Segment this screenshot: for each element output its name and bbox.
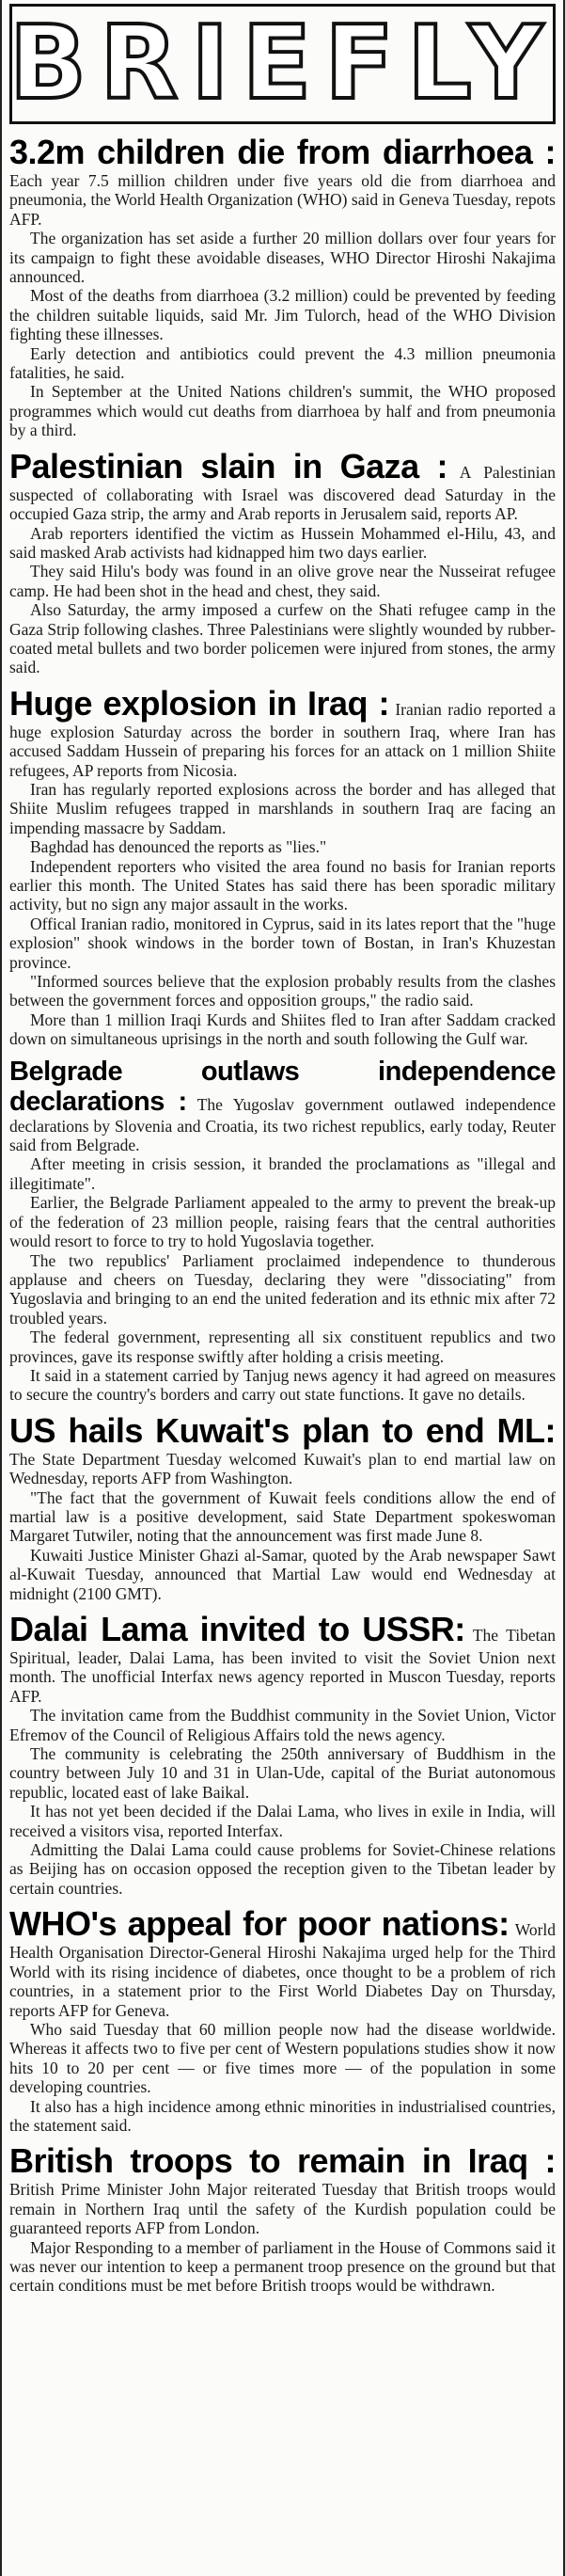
story-lead-text: The Yugoslav government outlawed independence declarations by Slovenia and Croatia, its two richest republics, early today, Reuter said from Belgrade. xyxy=(9,1094,557,1155)
story-headline: British troops to remain in Iraq : xyxy=(9,2141,556,2181)
story-paragraph: Also Saturday, the army imposed a curfew on the Shati refugee camp in the Gaza Strip following clashes. Three Palestinians were slightly wounded by rubber-coated metal bullets and two border policemen were injured from stones, the army said. xyxy=(9,600,556,677)
news-story xyxy=(9,2142,556,2295)
story-lead-paragraph xyxy=(9,1611,556,1706)
story-lead-text: British Prime Minister John Major reiterated Tuesday that British troops would remain in Northern Iraq until the safety of the Kurdish population could be guaranteed reports AFP from London. xyxy=(9,2180,556,2238)
story-lead-text: Iranian radio reported a huge explosion Saturday across the border in southern Iraq, where Iran has accused Saddam Hussein of preparing his forces for an attack on 1 million Shiite refugees, AP reports from Nicosia. xyxy=(9,699,556,780)
story-paragraph: Earlier, the Belgrade Parliament appealed to the army to prevent the break-up of the federation of 23 million people, raising fears that the central authorities would resort to force to try to hold Yugoslavia together. xyxy=(9,1193,556,1251)
story-paragraph: It also has a high incidence among ethnic minorities in industrialised countries, the statement said. xyxy=(9,2096,556,2135)
story-paragraph: In September at the United Nations children's summit, the WHO proposed programmes which would cut deaths from diarrhoea by half and from pneumonia by a third. xyxy=(9,382,556,440)
story-lead-paragraph xyxy=(9,448,556,524)
story-paragraph: It said in a statement carried by Tanjug news agency it had agreed on measures to secure the country's borders and carry out state functions. It gave no details. xyxy=(9,1365,556,1405)
story-lead-paragraph xyxy=(9,685,556,780)
story-paragraph: "Informed sources believe that the explosion probably results from the clashes between the government forces and opposition groups," the radio said. xyxy=(9,972,556,1010)
story-lead-text: A Palestinian suspected of collaborating with Israel was discovered dead Saturday in the occupied Gaza strip, the army and Arab reports in Jerusalem said, reports AP. xyxy=(9,462,556,524)
story-paragraph: Iran has regularly reported explosions across the border and has alleged that Shiite Muslim refugees trapped in marshlands in southern Iraq are facing an impending massacre by Saddam. xyxy=(9,779,556,837)
story-headline: Belgrade outlaws independence declarations : xyxy=(9,1056,556,1117)
story-lead-paragraph xyxy=(9,1905,556,2020)
story-paragraph: The two republics' Parliament proclaimed independence to thunderous applause and cheers on Tuesday, declaring they were "dissociating" from Yugoslavia and bringing to an end the united federation and its ethnic mix after 72 troubled years. xyxy=(9,1250,556,1328)
story-paragraph: Kuwaiti Justice Minister Ghazi al-Samar, quoted by the Arab newspaper Sawt al-Kuwait Tuesday, announced that Martial Law would end Wednesday at midnight (2100 GMT). xyxy=(9,1545,556,1603)
story-headline: WHO's appeal for poor nations: xyxy=(9,1904,510,1944)
news-story xyxy=(9,448,556,677)
story-paragraph: Early detection and antibiotics could prevent the 4.3 million pneumonia fatalities, he said. xyxy=(9,343,556,383)
story-headline: Palestinian slain in Gaza : xyxy=(9,446,448,485)
news-story xyxy=(9,134,556,440)
story-paragraph: After meeting in crisis session, it branded the proclamations as "illegal and illegitimate". xyxy=(9,1154,556,1193)
story-lead-paragraph xyxy=(9,1057,556,1155)
story-paragraph: More than 1 million Iraqi Kurds and Shiites fled to Iran after Saddam cracked down on simultaneous uprisings in the north and south following the Gulf war. xyxy=(9,1010,556,1049)
story-paragraph: Major Responding to a member of parliament in the House of Commons said it was never our intention to keep a permanent troop presence on the ground but that certain conditions must be met before British troops would be withdrawn. xyxy=(9,2237,556,2296)
story-paragraph: Baghdad has denounced the reports as "lies." xyxy=(30,837,327,857)
story-paragraph: The invitation came from the Buddhist community in the Soviet Union, Victor Efremov of the Council of Religious Affairs told the news agency. xyxy=(9,1706,556,1744)
story-paragraph: The organization has set aside a further 20 million dollars over four years for its campaign to fight these avoidable diseases, WHO Director Hiroshi Nakajima announced. xyxy=(9,229,556,287)
story-headline: Dalai Lama invited to USSR: xyxy=(9,1610,465,1648)
story-paragraph: Arab reporters identified the victim as Hussein Mohammed el-Hilu, 43, and said masked Arab activists had kidnapped him two days earlier. xyxy=(9,523,556,562)
news-story xyxy=(9,1057,556,1405)
story-paragraph: Offical Iranian radio, monitored in Cyprus, said in its lates report that the "huge explosion" shook windows in the border town of Bostan, in Iran's Khuzestan province. xyxy=(9,914,556,972)
story-lead-text: World Health Organisation Director-General Hiroshi Nakajima urged help for the Third World with its rising incidence of diabetes, once thought to be a problem of rich countries, in a statement prior to the First World Diabetes Day on Thursday, reports AFP for Geneva. xyxy=(9,1920,557,2020)
news-story xyxy=(9,1611,556,1898)
story-lead-paragraph xyxy=(9,1412,556,1488)
story-paragraph: Most of the deaths from diarrhoea (3.2 million) could be prevented by feeding the children suitable liquids, said Mr. Jim Tulorch, head of the WHO Division fighting these illnesses. xyxy=(9,286,556,344)
masthead xyxy=(9,4,556,124)
story-lead-paragraph xyxy=(9,134,556,229)
story-paragraph: The community is celebrating the 250th anniversary of Buddhism in the country between July 10 and 31 in Ulan-Ude, capital of the Buriat autonomous republic, located east of lake Baikal. xyxy=(9,1744,556,1802)
news-story xyxy=(9,1905,556,2135)
news-story xyxy=(9,685,556,1049)
story-lead-text: The Tibetan Spiritual, leader, Dalai Lama, has been invited to visit the Soviet Union next month. The unofficial Interfax news agency reported in Muscon Tuesday, reports AFP. xyxy=(9,1626,556,1706)
story-headline: US hails Kuwait's plan to end ML: xyxy=(9,1410,556,1450)
story-paragraph: The federal government, representing all six constituent republics and two provinces, gave its response swiftly after holding a crisis meeting. xyxy=(9,1328,556,1366)
story-paragraph: Independent reporters who visited the area found no basis for Iranian reports earlier this month. The United States has said there has been sporadic military activity, but no sign any major assault in the works. xyxy=(9,856,556,914)
news-story xyxy=(9,1412,556,1603)
story-lead-text: The State Department Tuesday welcomed Kuwait's plan to end martial law on Wednesday, reports AFP from Washington. xyxy=(9,1449,556,1488)
story-paragraph: It has not yet been decided if the Dalai Lama, who lives in exile in India, will received a visitors visa, reported Interfax. xyxy=(9,1802,556,1840)
story-headline: Huge explosion in Iraq : xyxy=(9,683,389,723)
story-paragraph: Admitting the Dalai Lama could cause problems for Soviet-Chinese relations as Beijing has on occasion opposed the reception given to the Tibetan leader by certain countries. xyxy=(9,1840,556,1898)
story-paragraph: Who said Tuesday that 60 million people now had the disease worldwide. Whereas it affects two to five per cent of Western populations studies show it now hits 10 to 20 per cent — or five times more — of the population in some developing countries. xyxy=(9,2019,556,2097)
story-lead-paragraph xyxy=(9,2142,556,2237)
masthead-title: BRIEFLY xyxy=(8,5,557,122)
story-headline: 3.2m children die from diarrhoea : xyxy=(9,133,556,171)
story-paragraph: They said Hilu's body was found in an olive grove near the Nusseirat refugee camp. He had been shot in the head and chest, they said. xyxy=(9,562,556,600)
story-paragraph: "The fact that the government of Kuwait feels conditions allow the end of martial law is a positive development, said State Department spokeswoman Margaret Tutwiler, noting that the announcement was first made June 8. xyxy=(9,1487,556,1546)
stories-column xyxy=(9,134,556,2296)
story-lead-text: Each year 7.5 million children under five years old die from diarrhoea and pneumonia, the World Health Organization (WHO) said in Geneva Tuesday, repots AFP. xyxy=(9,171,556,229)
